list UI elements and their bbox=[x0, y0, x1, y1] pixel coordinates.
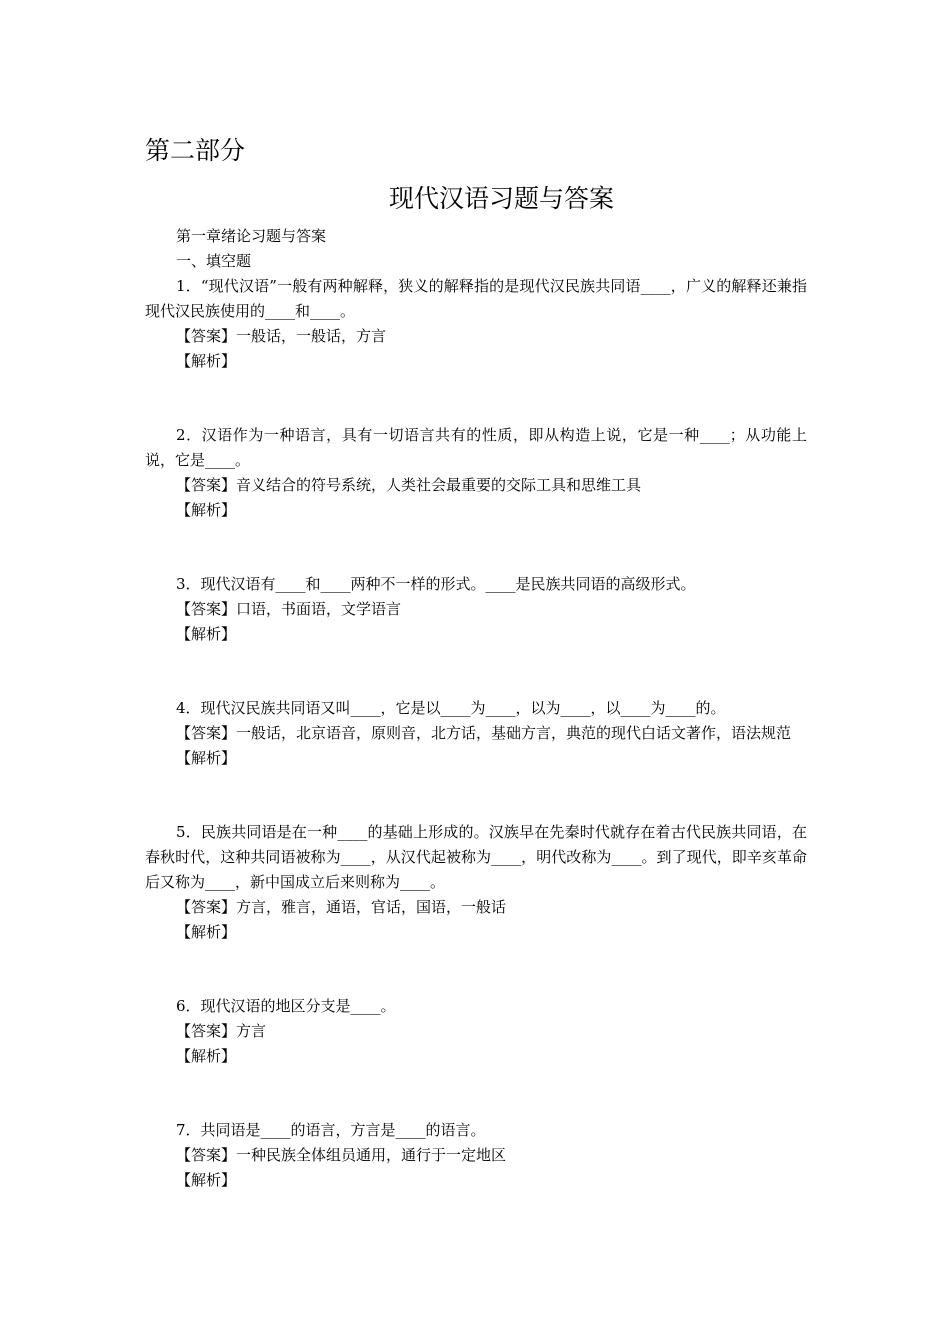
question-block-4 bbox=[145, 696, 807, 771]
question-text: 7．共同语是____的语言，方言是____的语言。 bbox=[176, 1121, 486, 1139]
chapter-title: 第一章绪论习题与答案 bbox=[176, 227, 327, 245]
analysis-label: 【解析】 bbox=[176, 749, 237, 767]
analysis-label: 【解析】 bbox=[176, 625, 237, 643]
question-text: 2．汉语作为一种语言，具有一切语言共有的性质，即从构造上说，它是一种____；从功能上说，它是____。 bbox=[145, 426, 807, 469]
question-block-6 bbox=[145, 994, 807, 1069]
analysis-label: 【解析】 bbox=[176, 1171, 237, 1189]
question-block-1 bbox=[145, 274, 807, 374]
question-block-5 bbox=[145, 820, 807, 945]
analysis-label: 【解析】 bbox=[176, 501, 237, 519]
question-text: 3．现代汉语有____和____两种不一样的形式。____是民族共同语的高级形式。 bbox=[176, 575, 696, 593]
question-block-2 bbox=[145, 423, 807, 523]
analysis-label: 【解析】 bbox=[176, 1047, 237, 1065]
document-title: 现代汉语习题与答案 bbox=[388, 184, 614, 213]
answer-text: 【答案】一种民族全体组员通用，通行于一定地区 bbox=[176, 1146, 507, 1164]
answer-text: 【答案】方言 bbox=[176, 1022, 267, 1040]
section-title: 一、填空题 bbox=[176, 252, 252, 270]
answer-text: 【答案】口语，书面语，文学语言 bbox=[176, 600, 402, 618]
answer-text: 【答案】方言，雅言，通语，官话，国语，一般话 bbox=[176, 898, 507, 916]
question-block-7 bbox=[145, 1118, 807, 1193]
question-text: 5．民族共同语是在一种____的基础上形成的。汉族早在先秦时代就存在着古代民族共同语，在春秋时代，这种共同语被称为____，从汉代起被称为____，明代改称为____。到了现代，即辛亥革命后又称为____，新中国成立后来则称为____。 bbox=[145, 823, 807, 891]
question-text: 4．现代汉民族共同语又叫____，它是以____为____，以为____，以____为____的。 bbox=[176, 699, 726, 717]
question-block-3 bbox=[145, 572, 807, 647]
document-body bbox=[145, 224, 807, 1193]
answer-text: 【答案】音义结合的符号系统，人类社会最重要的交际工具和思维工具 bbox=[176, 476, 642, 494]
question-text: 1．“现代汉语”一般有两种解释，狭义的解释指的是现代汉民族共同语____，广义的解释还兼指现代汉民族使用的____和____。 bbox=[145, 277, 807, 320]
analysis-label: 【解析】 bbox=[176, 923, 237, 941]
analysis-label: 【解析】 bbox=[176, 352, 237, 370]
answer-text: 【答案】一般话，北京语音，原则音，北方话，基础方言，典范的现代白话文著作，语法规范 bbox=[176, 724, 792, 742]
question-text: 6．现代汉语的地区分支是____。 bbox=[176, 997, 396, 1015]
answer-text: 【答案】一般话，一般话，方言 bbox=[176, 327, 387, 345]
part-title: 第二部分 bbox=[145, 136, 246, 165]
